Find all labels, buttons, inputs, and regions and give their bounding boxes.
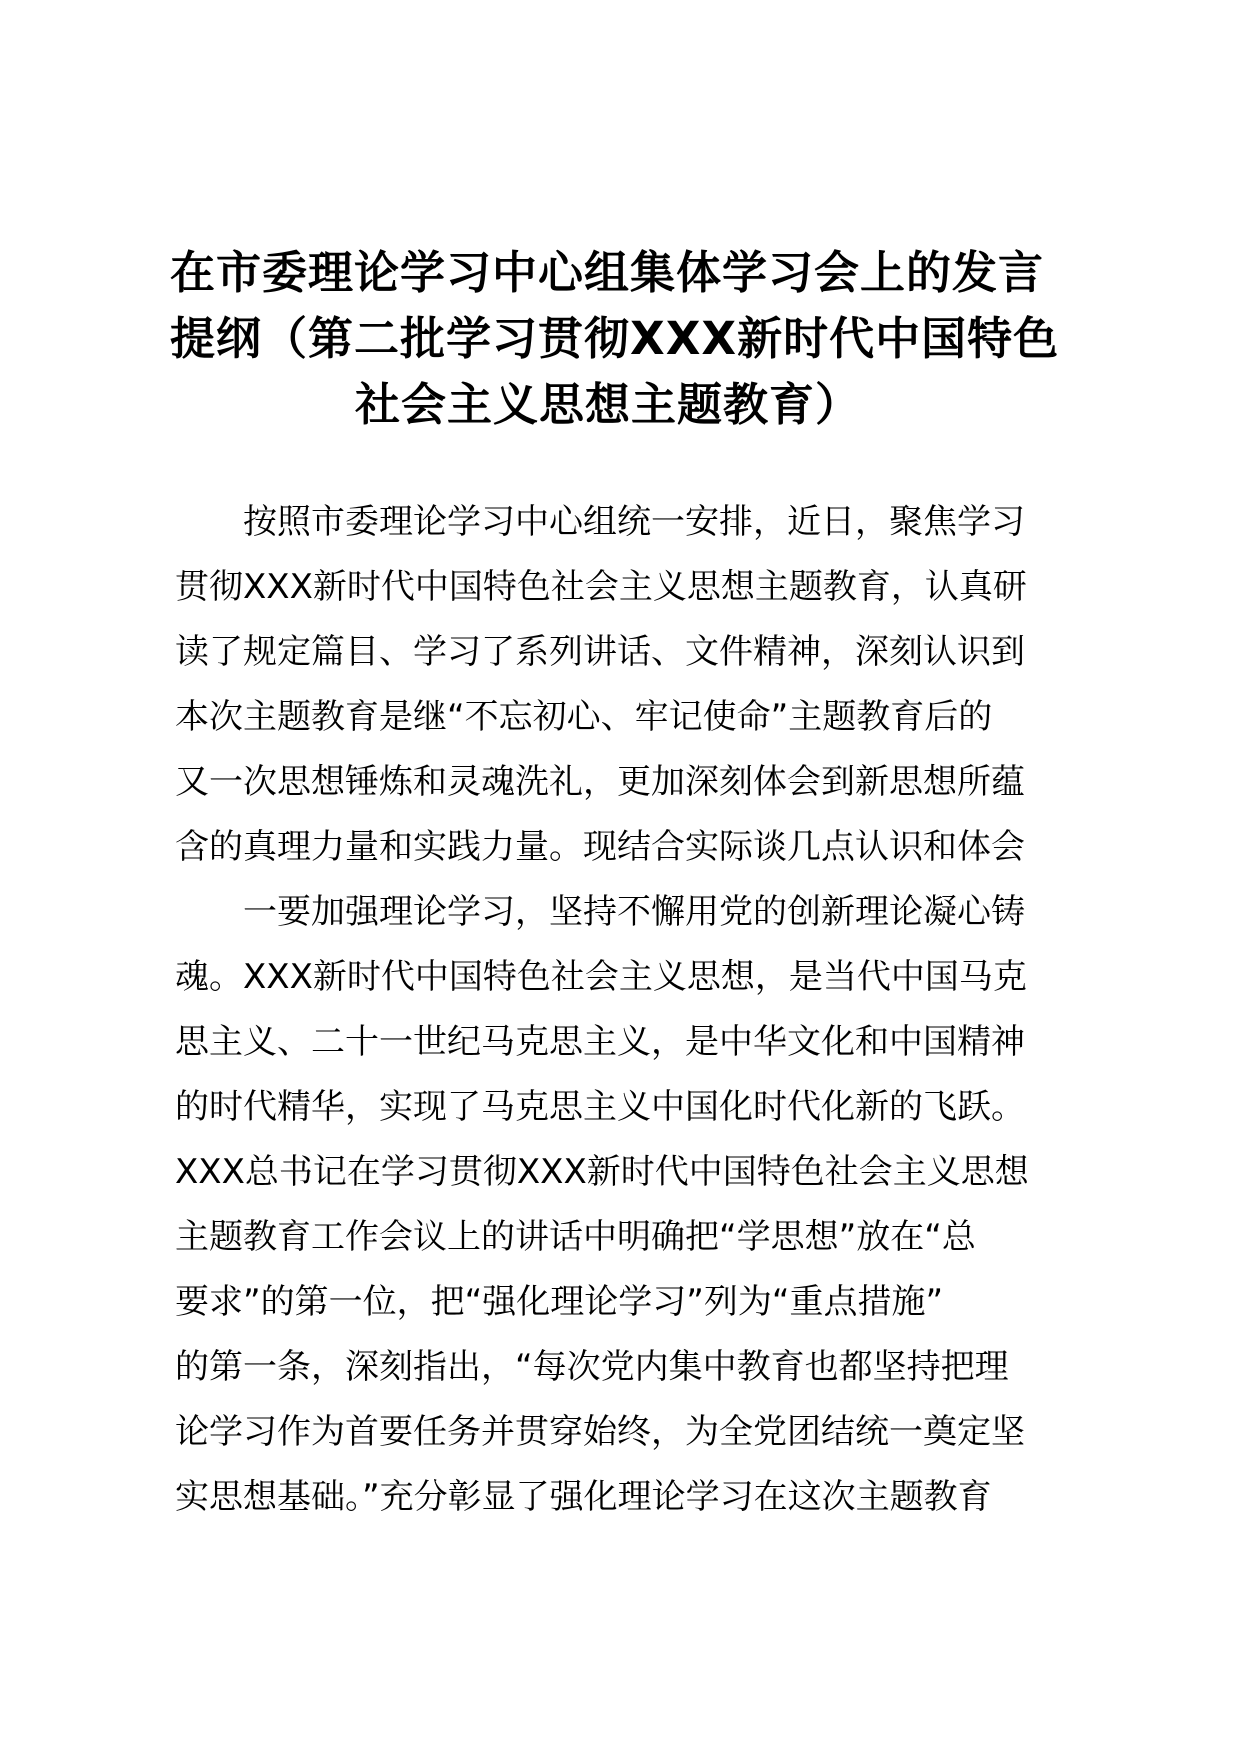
paragraph-line: 含的真理力量和实践力量。现结合实际谈几点认识和体会 — [175, 827, 1025, 867]
paragraph-line: 实思想基础。”充分彰显了强化理论学习在这次主题教育 — [175, 1477, 992, 1517]
paragraph-line: XXX总书记在学习贯彻XXX新时代中国特色社会主义思想 — [175, 1152, 1029, 1192]
paragraph-line: 的时代精华，实现了马克思主义中国化时代化新的飞跃。 — [175, 1087, 1025, 1127]
paragraph-line: 又一次思想锤炼和灵魂洗礼，更加深刻体会到新思想所蕴 — [175, 762, 1025, 802]
paragraph-line: 的第一条，深刻指出，“每次党内集中教育也都坚持把理 — [175, 1347, 1009, 1387]
paragraph-line: 贯彻XXX新时代中国特色社会主义思想主题教育，认真研 — [175, 567, 1027, 607]
paragraph-line: 按照市委理论学习中心组统一安排，近日，聚焦学习 — [243, 502, 1025, 542]
title-line: 在市委理论学习中心组集体学习会上的发言 — [170, 246, 1045, 299]
document-body — [175, 490, 1085, 1530]
title-line: 社会主义思想主题教育） — [355, 378, 862, 431]
paragraph-line: 要求”的第一位，把“强化理论学习”列为“重点措施” — [175, 1282, 944, 1322]
paragraph-intro — [175, 490, 1085, 880]
paragraph-line: 思主义、二十一世纪马克思主义，是中华文化和中国精神 — [175, 1022, 1025, 1062]
paragraph-line: 读了规定篇目、学习了系列讲话、文件精神，深刻认识到 — [175, 632, 1025, 672]
paragraph-point-one — [175, 880, 1085, 1530]
title-line: 提纲（第二批学习贯彻XXX新时代中国特色 — [170, 312, 1060, 365]
paragraph-line: 魂。XXX新时代中国特色社会主义思想，是当代中国马克 — [175, 957, 1027, 997]
paragraph-line: 本次主题教育是继“不忘初心、牢记使命”主题教育后的 — [175, 697, 993, 737]
paragraph-line: 一要加强理论学习，坚持不懈用党的创新理论凝心铸 — [243, 892, 1025, 932]
paragraph-line: 主题教育工作会议上的讲话中明确把“学思想”放在“总 — [175, 1217, 976, 1257]
document-title — [170, 240, 1130, 438]
paragraph-line: 论学习作为首要任务并贯穿始终，为全党团结统一奠定坚 — [175, 1412, 1025, 1452]
